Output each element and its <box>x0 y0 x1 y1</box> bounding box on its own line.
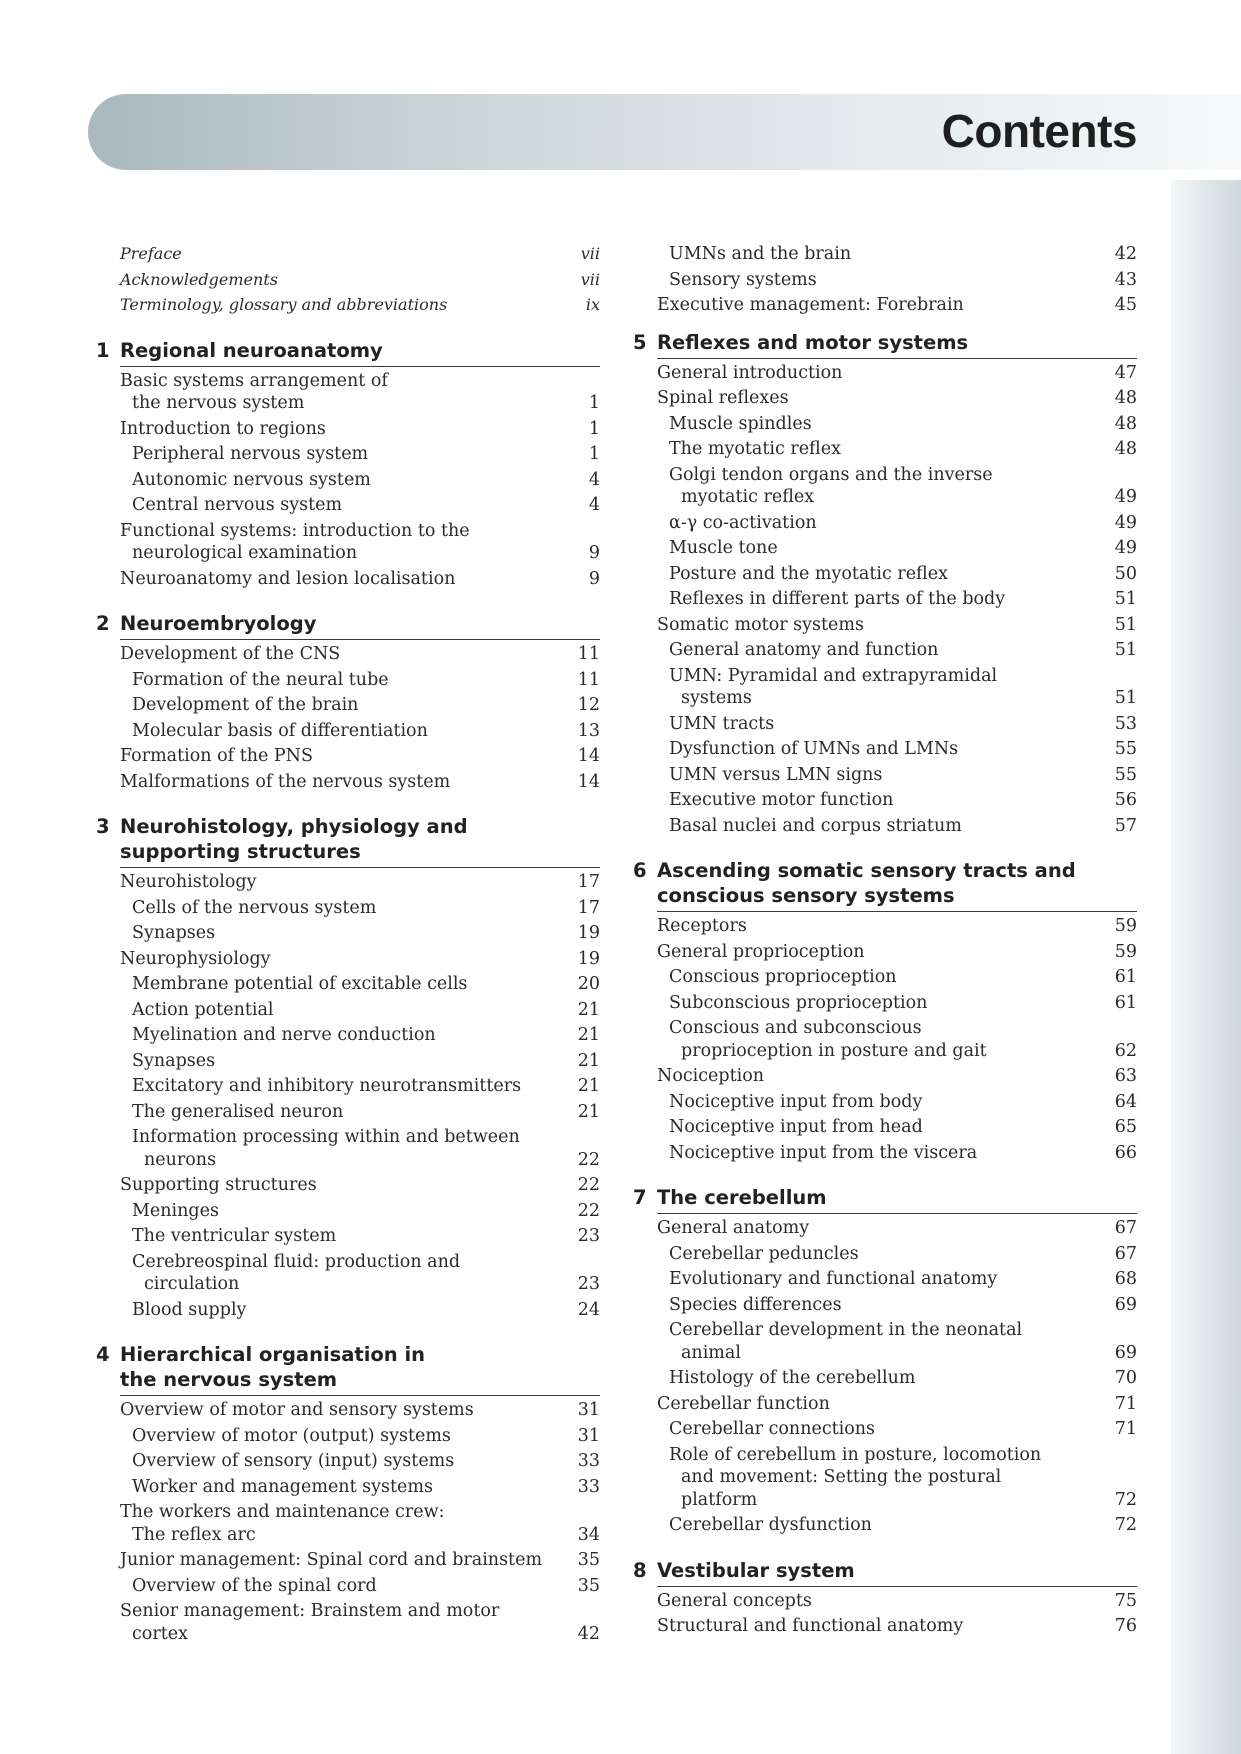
entry-title: Muscle tone <box>669 538 778 558</box>
chapter-number: 5 <box>633 330 647 354</box>
toc-entry[interactable] <box>657 916 1137 937</box>
entry-title: Supporting structures <box>120 1175 317 1195</box>
entry-page: 63 <box>1114 1066 1137 1086</box>
toc-entry[interactable] <box>120 470 600 491</box>
entry-title: General introduction <box>657 362 843 383</box>
entry-page: 11 <box>577 644 600 664</box>
toc-entry[interactable] <box>120 1274 600 1295</box>
chapter-title-line2: the nervous system <box>120 1368 338 1391</box>
entry-title: UMN versus LMN signs <box>669 764 883 785</box>
entry-page: 51 <box>1114 614 1137 635</box>
entry-page: 72 <box>1114 1489 1137 1510</box>
entry-title: Cerebellar function <box>657 1393 830 1414</box>
entry-page: 70 <box>1114 1368 1137 1388</box>
toc-entry[interactable] <box>120 949 600 970</box>
entry-page: 13 <box>577 720 600 741</box>
entry-title: UMN tracts <box>669 713 775 734</box>
toc-entry[interactable] <box>120 244 600 265</box>
toc-entry[interactable] <box>657 513 1137 534</box>
entry-page: 1 <box>588 444 600 464</box>
chapter-number: 8 <box>633 1558 647 1582</box>
entry-title: Acknowledgements <box>120 269 278 289</box>
chapter-title: Reflexes and motor systems <box>657 330 969 354</box>
entry-page: 51 <box>1114 640 1137 660</box>
toc-entry[interactable] <box>120 1502 600 1523</box>
entry-page: 53 <box>1114 713 1137 734</box>
entry-page: 33 <box>577 1451 600 1471</box>
contents-column-right <box>633 244 1137 1642</box>
entry-page: 22 <box>577 1200 600 1221</box>
toc-entry[interactable] <box>657 1445 1137 1466</box>
entry-page: 31 <box>577 1400 600 1420</box>
toc-entry[interactable] <box>657 1467 1137 1488</box>
toc-entry[interactable] <box>657 714 1137 735</box>
entry-page: 49 <box>1114 538 1137 558</box>
toc-entry[interactable] <box>657 615 1137 636</box>
entry-title: Nociceptive input from head <box>669 1117 923 1137</box>
entry-title: Central nervous system <box>132 495 343 515</box>
entry-title: proprioception in posture and gait <box>681 1040 987 1061</box>
toc-entry[interactable] <box>657 363 1137 384</box>
toc-entry[interactable] <box>120 1451 600 1472</box>
toc-entry[interactable] <box>657 439 1137 460</box>
entry-title: The generalised neuron <box>132 1101 344 1122</box>
chapter-heading[interactable] <box>633 858 1137 912</box>
toc-entry[interactable] <box>657 487 1137 508</box>
entry-title: Cerebellar peduncles <box>669 1243 859 1264</box>
entry-title: Neurohistology <box>120 872 257 892</box>
entry-title: α-γ co-activation <box>669 512 817 533</box>
toc-entry[interactable] <box>657 1269 1137 1290</box>
toc-entry[interactable] <box>120 1624 600 1645</box>
entry-page: 42 <box>1114 244 1137 264</box>
entry-page: 68 <box>1114 1269 1137 1289</box>
entry-page: 21 <box>577 1076 600 1096</box>
entry-title: Posture and the myotatic reflex <box>669 563 948 584</box>
entry-page: 42 <box>577 1623 600 1644</box>
entry-title: General proprioception <box>657 941 865 962</box>
entry-title: Executive management: Forebrain <box>657 295 964 315</box>
chapter-heading[interactable] <box>96 814 600 868</box>
toc-entry[interactable] <box>657 816 1137 837</box>
toc-entry[interactable] <box>657 739 1137 760</box>
toc-entry[interactable] <box>120 1025 600 1046</box>
chapter-title: The cerebellum <box>657 1186 827 1209</box>
toc-entry[interactable] <box>657 1419 1137 1440</box>
contents-column-left <box>96 244 600 1649</box>
entry-title: Autonomic nervous system <box>132 469 371 490</box>
entry-page: 23 <box>577 1274 600 1294</box>
toc-entry[interactable] <box>657 564 1137 585</box>
toc-entry[interactable] <box>120 1601 600 1622</box>
entry-page: 21 <box>577 1025 600 1045</box>
entry-page: 59 <box>1114 941 1137 962</box>
toc-entry[interactable] <box>120 644 600 665</box>
toc-entry[interactable] <box>657 1343 1137 1364</box>
toc-entry[interactable] <box>120 543 600 564</box>
toc-entry[interactable] <box>657 1018 1137 1039</box>
entry-page: 48 <box>1114 439 1137 459</box>
entry-page: 59 <box>1114 916 1137 936</box>
toc-entry[interactable] <box>657 1368 1137 1389</box>
entry-page: 65 <box>1114 1117 1137 1137</box>
entry-page: 1 <box>588 418 600 439</box>
chapter-heading[interactable] <box>633 330 1137 359</box>
toc-entry[interactable] <box>120 1102 600 1123</box>
entry-title: Nociception <box>657 1066 765 1086</box>
entry-title: UMN: Pyramidal and extrapyramidal <box>669 665 998 686</box>
entry-title: General anatomy and function <box>669 640 939 660</box>
entry-page: 24 <box>577 1299 600 1320</box>
toc-entry[interactable] <box>120 270 600 291</box>
entry-title: Information processing within and between <box>132 1127 520 1147</box>
entry-page: ix <box>585 295 600 314</box>
entry-title: UMNs and the brain <box>669 244 852 264</box>
entry-page: 11 <box>577 669 600 690</box>
toc-entry[interactable] <box>120 670 600 691</box>
entry-page: 47 <box>1114 362 1137 383</box>
entry-title: Nociceptive input from body <box>669 1091 923 1112</box>
entry-page: 35 <box>577 1575 600 1596</box>
entry-title: Cerebellar dysfunction <box>669 1515 872 1535</box>
entry-title: circulation <box>144 1274 240 1294</box>
entry-title: the nervous system <box>132 393 305 413</box>
entry-title: Functional systems: introduction to the <box>120 520 470 541</box>
toc-entry[interactable] <box>120 695 600 716</box>
toc-entry[interactable] <box>120 872 600 893</box>
toc-entry[interactable] <box>120 1000 600 1021</box>
entry-title: Terminology, glossary and abbreviations <box>120 295 448 314</box>
entry-title: Overview of motor and sensory systems <box>120 1400 474 1420</box>
toc-entry[interactable] <box>657 388 1137 409</box>
entry-page: 4 <box>588 469 600 490</box>
toc-entry[interactable] <box>657 538 1137 559</box>
toc-entry[interactable] <box>657 244 1137 265</box>
entry-title: and movement: Setting the postural <box>681 1467 1002 1487</box>
toc-entry[interactable] <box>120 1175 600 1196</box>
entry-page: 9 <box>588 543 600 563</box>
entry-title: Conscious proprioception <box>669 967 897 987</box>
entry-page: 64 <box>1114 1091 1137 1112</box>
entry-page: 4 <box>588 495 600 515</box>
toc-entry[interactable] <box>657 270 1137 291</box>
toc-entry[interactable] <box>120 721 600 742</box>
toc-entry[interactable] <box>657 1616 1137 1637</box>
toc-entry[interactable] <box>657 967 1137 988</box>
entry-title: Spinal reflexes <box>657 388 789 408</box>
toc-entry[interactable] <box>120 1477 600 1498</box>
entry-page: 61 <box>1114 967 1137 987</box>
entry-title: systems <box>681 688 752 708</box>
entry-title: Molecular basis of differentiation <box>132 720 428 741</box>
entry-page: 45 <box>1114 295 1137 315</box>
toc-entry[interactable] <box>657 666 1137 687</box>
entry-page: 72 <box>1114 1515 1137 1535</box>
entry-page: 71 <box>1114 1419 1137 1439</box>
entry-title: platform <box>681 1489 758 1510</box>
chapter-heading[interactable] <box>633 1558 1137 1587</box>
entry-title: Nociceptive input from the viscera <box>669 1142 978 1163</box>
toc-entry[interactable] <box>120 1400 600 1421</box>
chapter-number: 4 <box>96 1343 110 1366</box>
entry-title: Formation of the neural tube <box>132 669 389 690</box>
chapter-title: Regional neuroanatomy <box>120 338 383 362</box>
toc-entry[interactable] <box>120 1550 600 1571</box>
toc-entry[interactable] <box>120 1226 600 1247</box>
entry-page: vii <box>580 244 600 263</box>
chapter-number: 3 <box>96 815 110 838</box>
entry-page: 34 <box>577 1524 600 1545</box>
toc-entry[interactable] <box>120 1525 600 1546</box>
chapter-heading[interactable] <box>96 611 600 640</box>
toc-entry[interactable] <box>120 1201 600 1222</box>
entry-page: 35 <box>577 1550 600 1570</box>
toc-entry[interactable] <box>657 993 1137 1014</box>
entry-title: Synapses <box>132 1050 216 1071</box>
chapter-title-line1: Neurohistology, physiology and <box>120 815 468 838</box>
page-edge-strip <box>1171 180 1241 1754</box>
chapter-title: Neuroembryology <box>120 612 317 635</box>
entry-page: 66 <box>1114 1142 1137 1163</box>
chapter-title-line1: Hierarchical organisation in <box>120 1343 426 1366</box>
entry-page: 17 <box>577 872 600 892</box>
entry-title: Golgi tendon organs and the inverse <box>669 464 993 485</box>
toc-entry[interactable] <box>657 765 1137 786</box>
entry-page: 9 <box>588 568 600 589</box>
entry-page: 49 <box>1114 512 1137 533</box>
entry-page: 14 <box>577 746 600 766</box>
toc-entry[interactable] <box>120 371 600 392</box>
entry-page: 75 <box>1114 1590 1137 1611</box>
toc-entry[interactable] <box>657 1092 1137 1113</box>
entry-title: Myelination and nerve conduction <box>132 1025 436 1045</box>
entry-page: 69 <box>1114 1342 1137 1363</box>
toc-entry[interactable] <box>120 393 600 414</box>
toc-entry[interactable] <box>657 1117 1137 1138</box>
entry-page: 62 <box>1114 1040 1137 1061</box>
toc-entry[interactable] <box>120 1300 600 1321</box>
toc-entry[interactable] <box>657 414 1137 435</box>
entry-title: Sensory systems <box>669 269 817 290</box>
entry-title: Peripheral nervous system <box>132 444 369 464</box>
entry-title: Cerebreospinal fluid: production and <box>132 1251 461 1272</box>
entry-title: Receptors <box>657 916 747 936</box>
entry-title: Senior management: Brainstem and motor <box>120 1601 500 1621</box>
entry-title: The myotatic reflex <box>669 439 841 459</box>
toc-entry[interactable] <box>120 444 600 465</box>
entry-title: Worker and management systems <box>132 1476 433 1497</box>
entry-page: 48 <box>1114 413 1137 434</box>
entry-title: neurological examination <box>132 543 358 563</box>
entry-title: Synapses <box>132 923 216 943</box>
entry-title: Overview of motor (output) systems <box>132 1425 451 1446</box>
toc-entry[interactable] <box>120 1252 600 1273</box>
page-title: Contents <box>941 105 1137 157</box>
toc-entry[interactable] <box>120 1127 600 1148</box>
entry-page: vii <box>580 269 600 289</box>
entry-title: Formation of the PNS <box>120 746 313 766</box>
entry-title: Preface <box>120 244 182 263</box>
entry-title: General concepts <box>657 1590 812 1611</box>
entry-title: Excitatory and inhibitory neurotransmitters <box>132 1076 522 1096</box>
entry-page: 67 <box>1114 1218 1137 1238</box>
chapter-title-line2: conscious sensory systems <box>657 884 955 907</box>
entry-page: 23 <box>577 1226 600 1246</box>
chapter-number: 7 <box>633 1186 647 1209</box>
entry-title: Reflexes in different parts of the body <box>669 589 1006 609</box>
toc-entry[interactable] <box>120 974 600 995</box>
entry-title: Development of the CNS <box>120 644 341 664</box>
toc-entry[interactable] <box>657 790 1137 811</box>
entry-page: 61 <box>1114 992 1137 1013</box>
toc-entry[interactable] <box>120 495 600 516</box>
entry-page: 33 <box>577 1476 600 1497</box>
entry-title: The workers and maintenance crew: <box>120 1502 445 1522</box>
entry-title: Overview of the spinal cord <box>132 1575 377 1596</box>
chapter-title-line1: Ascending somatic sensory tracts and <box>657 859 1076 882</box>
entry-title: Cerebellar connections <box>669 1419 876 1439</box>
entry-page: 19 <box>577 948 600 969</box>
entry-page: 12 <box>577 695 600 715</box>
entry-title: Muscle spindles <box>669 413 812 434</box>
entry-title: Subconscious proprioception <box>669 992 928 1013</box>
entry-title: Dysfunction of UMNs and LMNs <box>669 739 959 759</box>
entry-page: 22 <box>577 1149 600 1170</box>
entry-title: Neuroanatomy and lesion localisation <box>120 568 456 589</box>
toc-entry[interactable] <box>657 295 1137 316</box>
entry-page: 57 <box>1114 815 1137 836</box>
toc-entry[interactable] <box>657 640 1137 661</box>
entry-page: 55 <box>1114 764 1137 785</box>
entry-page: 19 <box>577 923 600 943</box>
toc-entry[interactable] <box>120 746 600 767</box>
toc-entry[interactable] <box>657 1295 1137 1316</box>
toc-entry[interactable] <box>120 898 600 919</box>
entry-page: 69 <box>1114 1294 1137 1315</box>
chapter-number: 6 <box>633 859 647 882</box>
toc-entry[interactable] <box>657 1244 1137 1265</box>
toc-entry[interactable] <box>120 1576 600 1597</box>
chapter-heading[interactable] <box>96 1342 600 1396</box>
toc-entry[interactable] <box>120 1051 600 1072</box>
chapter-title: Vestibular system <box>657 1558 855 1582</box>
toc-entry[interactable] <box>120 419 600 440</box>
toc-entry[interactable] <box>120 1426 600 1447</box>
chapter-title-line2: supporting structures <box>120 840 361 863</box>
entry-title: Structural and functional anatomy <box>657 1616 964 1636</box>
entry-title: Cerebellar development in the neonatal <box>669 1320 1023 1340</box>
entry-title: animal <box>681 1342 741 1363</box>
entry-page: 48 <box>1114 388 1137 408</box>
toc-entry[interactable] <box>657 1591 1137 1612</box>
toc-entry[interactable] <box>120 521 600 542</box>
entry-page: 51 <box>1114 688 1137 708</box>
toc-entry[interactable] <box>120 1150 600 1171</box>
toc-entry[interactable] <box>120 1076 600 1097</box>
chapter-number: 1 <box>96 338 110 362</box>
entry-title: Membrane potential of excitable cells <box>132 974 468 994</box>
entry-page: 1 <box>588 393 600 413</box>
toc-entry[interactable] <box>657 1490 1137 1511</box>
toc-entry[interactable] <box>657 1041 1137 1062</box>
entry-title: General anatomy <box>657 1218 810 1238</box>
entry-title: Action potential <box>132 999 274 1020</box>
entry-page: 14 <box>577 771 600 792</box>
toc-entry[interactable] <box>657 942 1137 963</box>
toc-entry[interactable] <box>657 1394 1137 1415</box>
chapter-heading[interactable] <box>633 1185 1137 1214</box>
entry-title: Junior management: Spinal cord and brainstem <box>120 1550 543 1570</box>
toc-entry[interactable] <box>657 1143 1137 1164</box>
entry-page: 56 <box>1114 790 1137 810</box>
entry-title: Conscious and subconscious <box>669 1018 922 1038</box>
entry-title: myotatic reflex <box>681 487 815 507</box>
entry-title: Cells of the nervous system <box>132 897 377 918</box>
entry-page: 21 <box>577 1050 600 1071</box>
entry-page: 49 <box>1114 487 1137 507</box>
entry-title: Introduction to regions <box>120 418 326 439</box>
entry-title: Species differences <box>669 1294 842 1315</box>
entry-title: Histology of the cerebellum <box>669 1368 916 1388</box>
toc-entry[interactable] <box>657 1320 1137 1341</box>
entry-page: 21 <box>577 1101 600 1122</box>
entry-title: Role of cerebellum in posture, locomotion <box>669 1444 1042 1465</box>
entry-page: 20 <box>577 974 600 994</box>
entry-title: neurons <box>144 1149 217 1170</box>
entry-title: Basal nuclei and corpus striatum <box>669 815 962 836</box>
entry-page: 17 <box>577 897 600 918</box>
entry-page: 21 <box>577 999 600 1020</box>
toc-entry[interactable] <box>657 1515 1137 1536</box>
entry-title: Overview of sensory (input) systems <box>132 1451 455 1471</box>
toc-entry[interactable] <box>657 589 1137 610</box>
entry-page: 22 <box>577 1175 600 1195</box>
chapter-heading[interactable] <box>96 338 600 367</box>
toc-entry[interactable] <box>657 465 1137 486</box>
toc-entry[interactable] <box>120 772 600 793</box>
toc-entry[interactable] <box>120 569 600 590</box>
entry-page: 76 <box>1114 1616 1137 1636</box>
entry-page: 67 <box>1114 1243 1137 1264</box>
entry-page: 55 <box>1114 739 1137 759</box>
entry-page: 31 <box>577 1425 600 1446</box>
entry-title: Development of the brain <box>132 695 359 715</box>
toc-entry[interactable] <box>657 1218 1137 1239</box>
entry-title: Neurophysiology <box>120 948 271 969</box>
entry-page: 51 <box>1114 589 1137 609</box>
chapter-number: 2 <box>96 612 110 635</box>
toc-entry[interactable] <box>657 688 1137 709</box>
entry-title: Evolutionary and functional anatomy <box>669 1269 998 1289</box>
toc-entry[interactable] <box>657 1066 1137 1087</box>
entry-page: 50 <box>1114 563 1137 584</box>
entry-title: Somatic motor systems <box>657 614 864 635</box>
entry-title: Basic systems arrangement of <box>120 370 388 391</box>
entry-title: Meninges <box>132 1200 219 1221</box>
entry-title: The reflex arc <box>132 1524 256 1545</box>
entry-title: Malformations of the nervous system <box>120 771 451 792</box>
toc-entry[interactable] <box>120 923 600 944</box>
entry-title: Blood supply <box>132 1299 247 1320</box>
entry-page: 71 <box>1114 1393 1137 1414</box>
toc-entry[interactable] <box>120 295 600 316</box>
entry-title: Executive motor function <box>669 790 894 810</box>
entry-title: The ventricular system <box>132 1226 337 1246</box>
entry-page: 43 <box>1114 269 1137 290</box>
entry-title: cortex <box>132 1623 188 1644</box>
